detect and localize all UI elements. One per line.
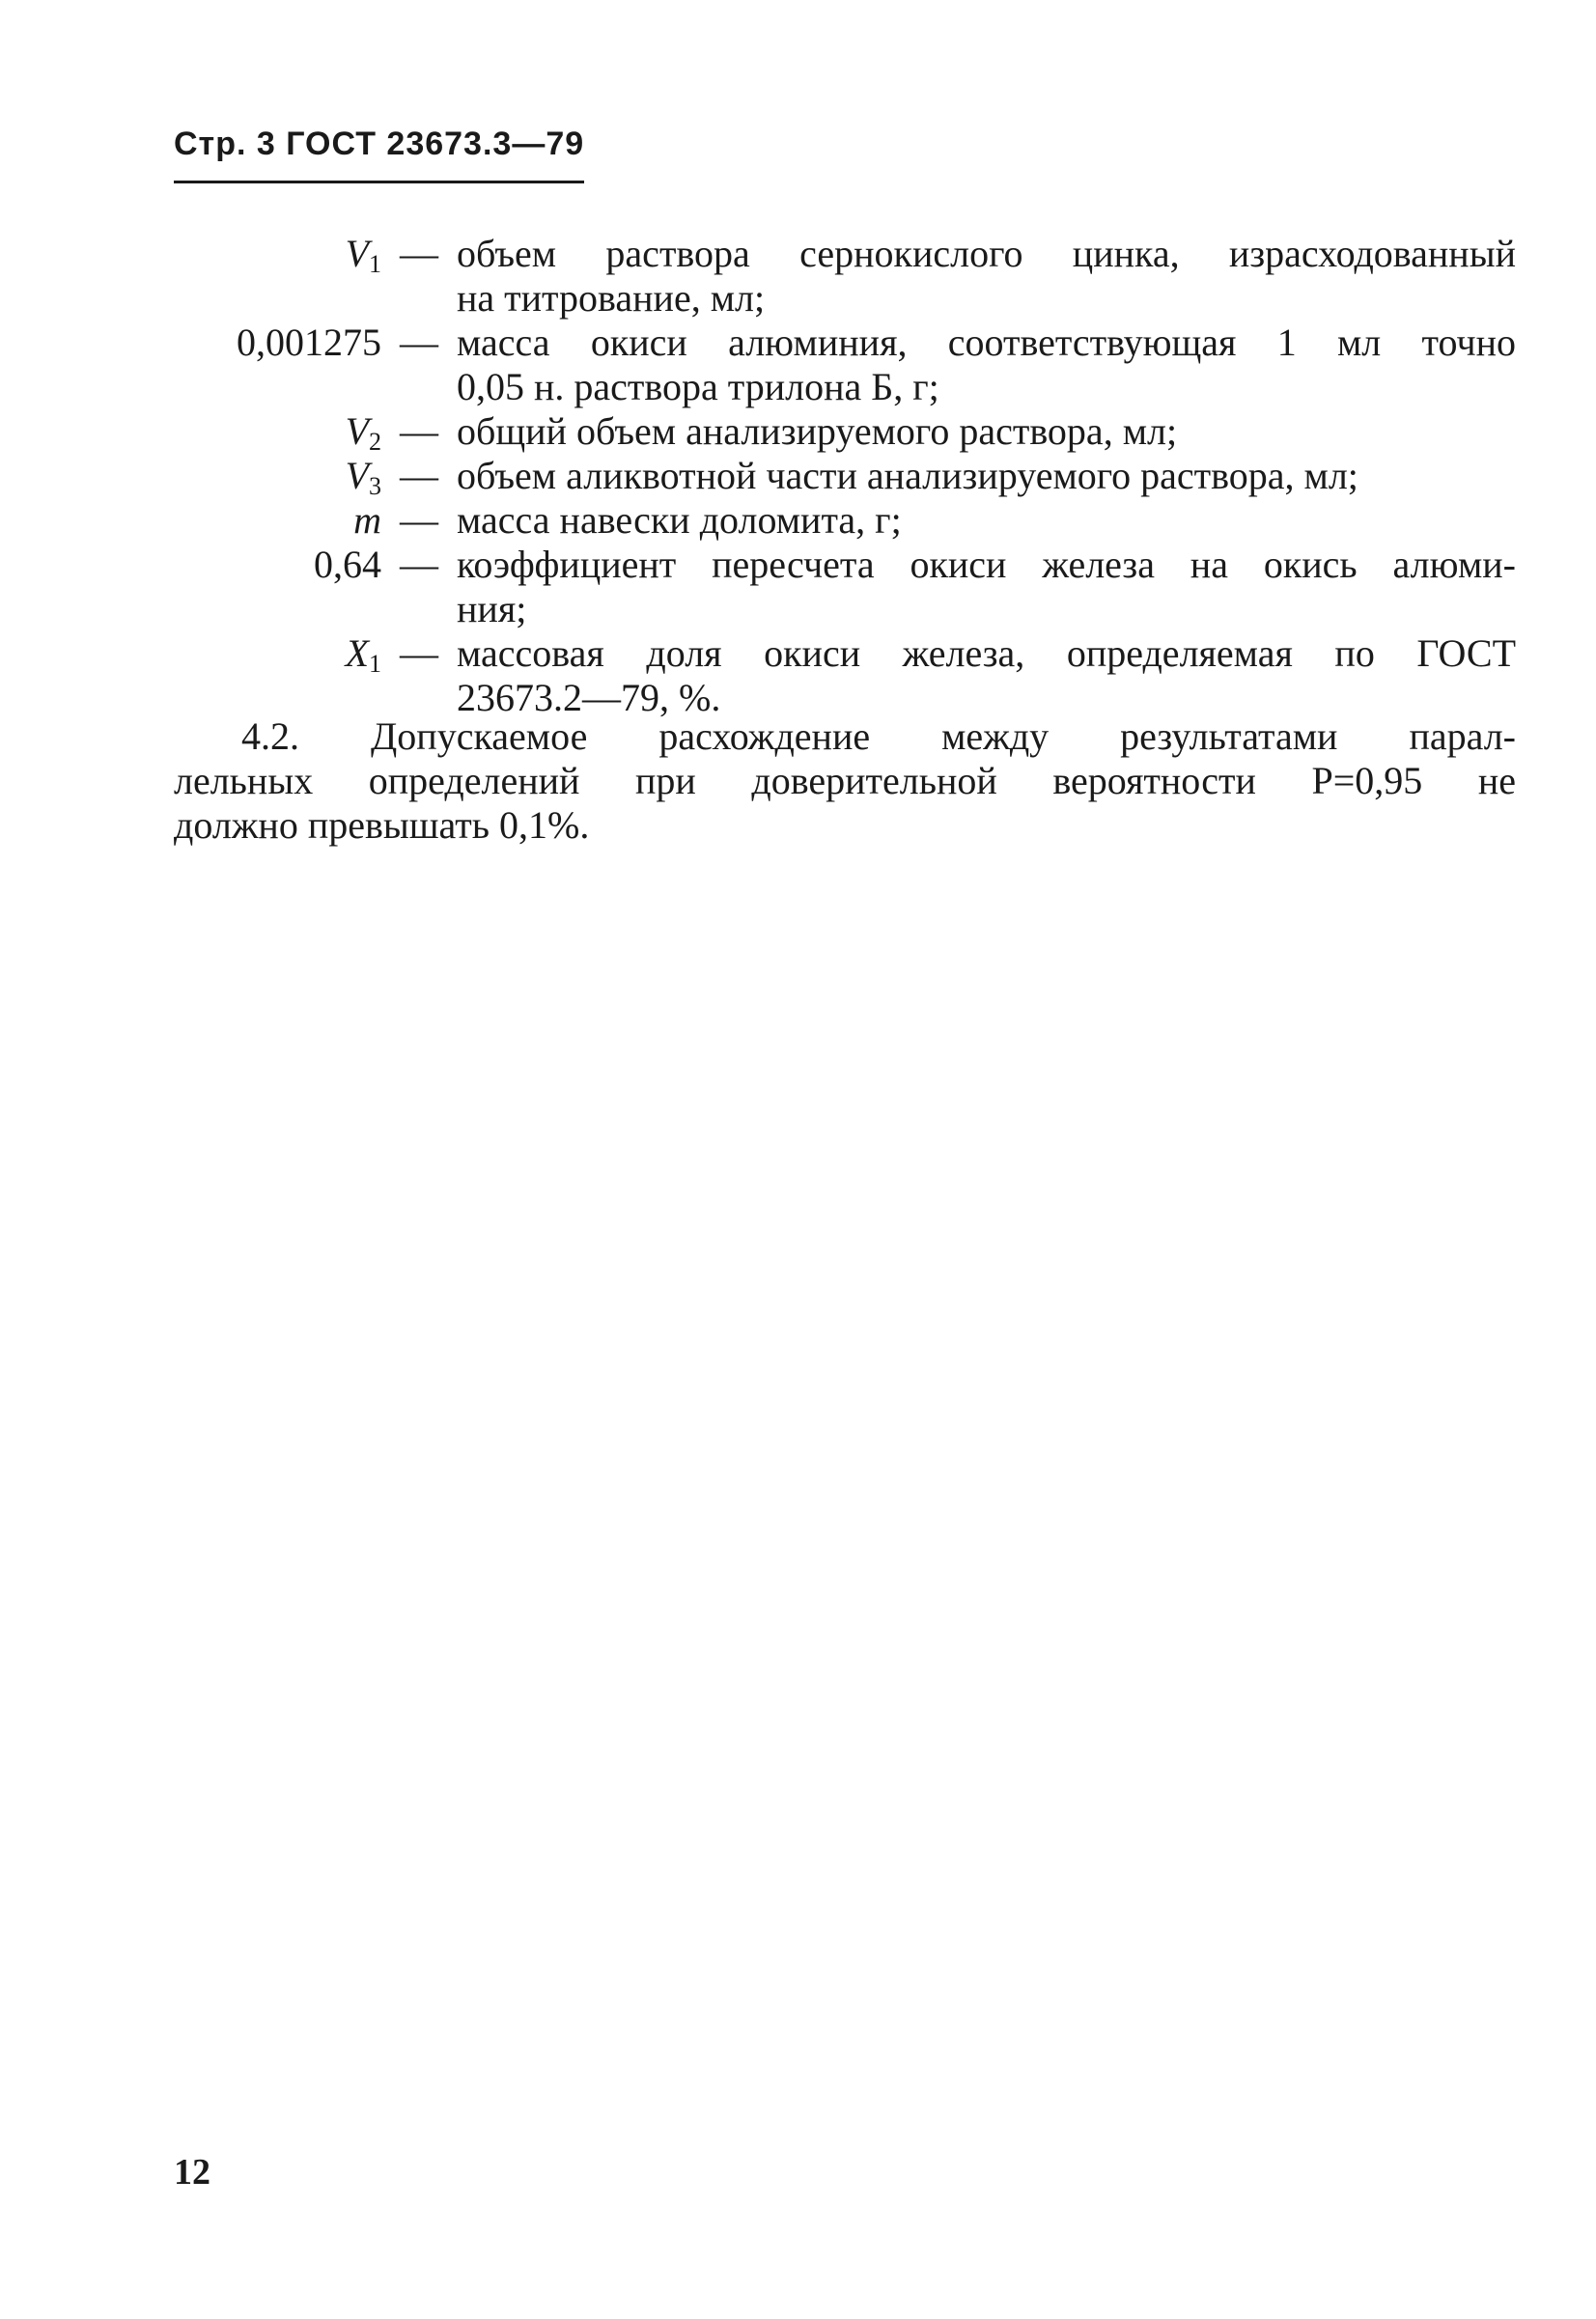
definition-dash: — [400,409,438,453]
definition-symbol: m [353,498,381,542]
definitions-list [154,232,1516,720]
paragraph-line: 4.2. Допускаемое расхождение между результатами парал- [241,714,1516,758]
paragraph-4-2 [174,714,1516,848]
header-rule [174,181,584,183]
definition-dash: — [400,321,438,364]
definition-v2 [154,409,1516,454]
definition-symbol: $V_2$ [345,409,381,456]
definition-text: объем аликвотной части анализируемого раствора, мл; [457,454,1358,497]
definition-dash: — [400,631,438,675]
definition-symbol: $X_1$ [345,631,381,678]
definition-text: масса навески доломита, г; [457,498,902,542]
definition-symbol: 0,001275 [237,321,381,364]
definition-m [154,498,1516,543]
definition-text: массовая доля окиси железа, определяемая по ГОСТ 23673.2—79, %. [457,631,1516,719]
definition-coefficient-0-64 [154,543,1516,631]
definition-v3 [154,454,1516,498]
definition-dash: — [400,232,438,275]
definition-v1 [154,232,1516,321]
definition-dash: — [400,454,438,497]
paragraph-line: должно превышать 0,1%. [174,803,590,847]
paragraph-line: лельных определений при доверительной вероятности P=0,95 не [174,759,1516,802]
definition-text: масса окиси алюминия, соответствующая 1 мл точно 0,05 н. раствора трилона Б, г; [457,321,1516,408]
definition-dash: — [400,543,438,586]
definition-text: объем раствора сернокислого цинка, израсходованный на титрование, мл; [457,232,1516,320]
definition-coefficient-0-001275 [154,321,1516,409]
definition-symbol: $V_3$ [345,454,381,500]
page-number: 12 [174,2152,210,2193]
definition-text: общий объем анализируемого раствора, мл; [457,409,1178,453]
definition-x1 [154,631,1516,720]
definition-symbol: $V_1$ [345,232,381,278]
definition-text: коэффициент пересчета окиси железа на окись алюми- ния; [457,543,1516,630]
definition-dash: — [400,498,438,542]
running-head: Стр. 3 ГОСТ 23673.3—79 [174,126,585,162]
definition-symbol: 0,64 [314,543,381,586]
